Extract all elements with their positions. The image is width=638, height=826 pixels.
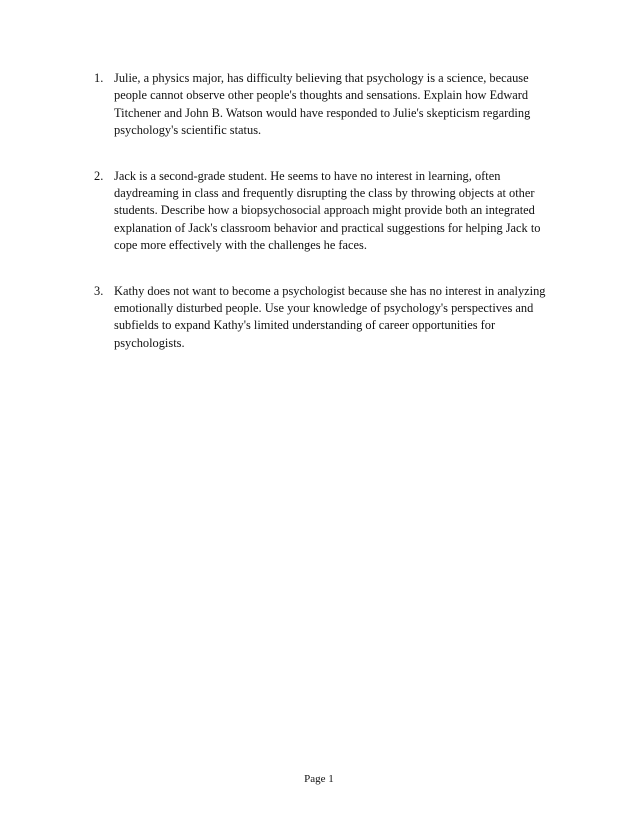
question-item-3 (94, 283, 564, 353)
question-item-1 (94, 70, 564, 140)
question-text: Julie, a physics major, has difficulty believing that psychology is a science, because people cannot observe other people's thoughts and sensations. Explain how Edward Titchener and John B. Watson would have responded to Julie's skepticism regarding psychology's scientific status. (114, 71, 531, 138)
question-text: Jack is a second-grade student. He seems to have no interest in learning, often daydreaming in class and frequently disrupting the class by throwing objects at other students. Describe how a biopsychosocial approach might provide both an integrated explanation of Jack's classroom behavior and practical suggestions for helping Jack to cope more effectively with the challenges he faces. (114, 168, 541, 253)
question-list (94, 70, 564, 380)
question-number: 2. (94, 168, 104, 183)
page-number: Page 1 (304, 773, 334, 785)
page-footer (0, 772, 638, 786)
question-text: Kathy does not want to become a psychologist because she has no interest in analyzing emotionally disturbed people. Use your knowledge of psychology's perspectives and subfields to expand Kathy's limited understanding of career opportunities for psychologists. (114, 283, 546, 350)
question-item-2 (94, 168, 564, 255)
question-number: 1. (94, 71, 104, 85)
question-number: 3. (94, 283, 104, 298)
